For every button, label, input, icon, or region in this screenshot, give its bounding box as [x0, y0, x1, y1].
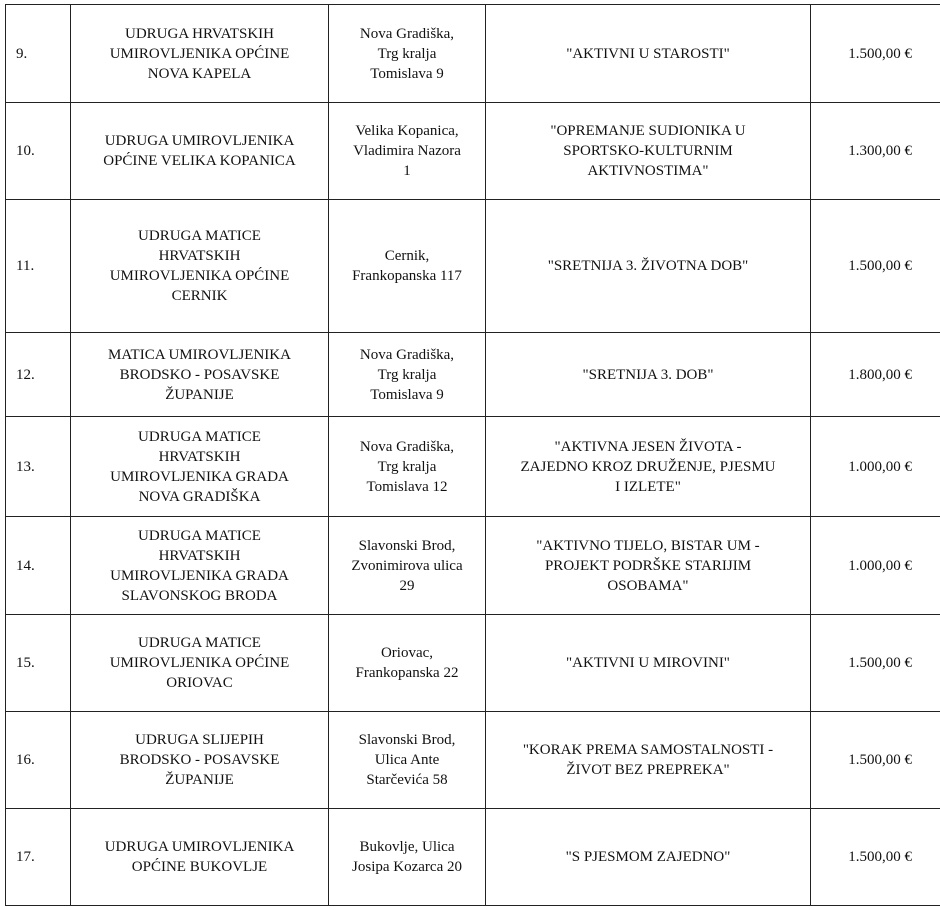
row-number: 11.	[16, 258, 35, 274]
amount-cell	[811, 809, 940, 906]
table-row	[6, 809, 940, 906]
amount: 1.500,00 €	[848, 258, 912, 274]
organization-line: ŽUPANIJE	[165, 386, 234, 403]
address-line: Trg kralja	[377, 458, 437, 475]
address-line: Tomislava 12	[366, 478, 448, 495]
organization-line: SLAVONSKOG BRODA	[121, 587, 278, 604]
address-line: Nova Gradiška,	[359, 438, 455, 455]
organization-line: UDRUGA UMIROVLJENIKA	[104, 839, 295, 855]
amount-cell	[811, 712, 940, 809]
row-number-cell	[6, 615, 71, 712]
address-cell	[329, 517, 486, 615]
table-row	[6, 417, 940, 517]
amount-cell	[811, 200, 940, 333]
row-number: 16.	[16, 752, 35, 768]
amount: 1.500,00 €	[848, 849, 912, 865]
project-line: OSOBAMA"	[607, 577, 689, 594]
project-line: "OPREMANJE SUDIONIKA U	[550, 123, 746, 139]
address-line: 1	[403, 163, 411, 179]
row-number-cell	[6, 417, 71, 517]
project-cell	[486, 200, 811, 333]
row-number: 9.	[16, 45, 28, 62]
project-cell	[486, 517, 811, 615]
project-line: ŽIVOT BEZ PREPREKA"	[566, 762, 730, 778]
organization-line: OPĆINE VELIKA KOPANICA	[103, 153, 296, 169]
organization-cell	[71, 417, 329, 517]
address-cell	[329, 417, 486, 517]
row-number-cell	[6, 5, 71, 103]
address-line: Velika Kopanica,	[355, 123, 459, 139]
address-line: Zvonimirova ulica	[351, 557, 463, 574]
address-line: Slavonski Brod,	[358, 537, 456, 554]
amount-cell	[811, 103, 940, 200]
address-line: 29	[399, 577, 415, 594]
organization-cell	[71, 615, 329, 712]
address-line: Slavonski Brod,	[358, 732, 456, 748]
project-line: AKTIVNOSTIMA"	[587, 163, 709, 179]
row-number-cell	[6, 809, 71, 906]
organization-line: UMIROVLJENIKA OPĆINE	[109, 268, 290, 284]
organization-line: NOVA GRADIŠKA	[138, 488, 261, 505]
organization-cell	[71, 5, 329, 103]
row-number: 13.	[16, 458, 35, 475]
organization-line: BRODSKO - POSAVSKE	[119, 752, 280, 768]
organization-cell	[71, 712, 329, 809]
table-body	[6, 5, 940, 906]
organization-cell	[71, 200, 329, 333]
address-line: Oriovac,	[380, 645, 434, 661]
document-page	[5, 4, 940, 906]
organization-line: HRVATSKIH	[158, 248, 241, 264]
address-line: Tomislava 9	[370, 386, 444, 403]
amount-cell	[811, 517, 940, 615]
address-line: Ulica Ante	[374, 752, 440, 768]
address-line: Nova Gradiška,	[359, 25, 455, 42]
amount: 1.300,00 €	[848, 143, 912, 159]
project-cell	[486, 712, 811, 809]
table-row	[6, 103, 940, 200]
address-line: Bukovlje, Ulica	[359, 839, 455, 855]
project-line: I IZLETE"	[615, 478, 681, 495]
address-line: Frankopanska 117	[352, 268, 462, 284]
project-cell	[486, 5, 811, 103]
amount: 1.800,00 €	[848, 366, 912, 383]
organization-cell	[71, 333, 329, 417]
organization-line: UMIROVLJENIKA GRADA	[110, 567, 289, 584]
address-cell	[329, 5, 486, 103]
organization-cell	[71, 103, 329, 200]
organization-line: UDRUGA MATICE	[138, 228, 261, 244]
project-line: "AKTIVNA JESEN ŽIVOTA -	[554, 438, 742, 455]
table-row	[6, 200, 940, 333]
organization-line: UMIROVLJENIKA OPĆINE	[109, 655, 290, 671]
organization-line: NOVA KAPELA	[147, 65, 252, 82]
project-line: "AKTIVNO TIJELO, BISTAR UM -	[536, 537, 760, 554]
address-cell	[329, 712, 486, 809]
amount-cell	[811, 417, 940, 517]
organization-line: OPĆINE BUKOVLJE	[131, 859, 268, 875]
row-number-cell	[6, 517, 71, 615]
organization-line: UDRUGA SLIJEPIH	[135, 732, 264, 748]
project-line: "S PJESMOM ZAJEDNO"	[565, 849, 731, 865]
organization-line: UDRUGA MATICE	[138, 527, 261, 544]
address-cell	[329, 615, 486, 712]
organization-line: UDRUGA MATICE	[138, 635, 261, 651]
address-cell	[329, 809, 486, 906]
address-cell	[329, 103, 486, 200]
organization-line: BRODSKO - POSAVSKE	[119, 366, 280, 383]
row-number: 12.	[16, 366, 35, 383]
address-cell	[329, 333, 486, 417]
row-number: 17.	[16, 849, 35, 865]
address-cell	[329, 200, 486, 333]
address-line: Josipa Kozarca 20	[352, 859, 462, 875]
row-number-cell	[6, 712, 71, 809]
amount-cell	[811, 5, 940, 103]
address-line: Cernik,	[384, 248, 430, 264]
table-row	[6, 712, 940, 809]
row-number: 10.	[16, 143, 35, 159]
organization-line: HRVATSKIH	[158, 448, 241, 465]
organization-line: MATICA UMIROVLJENIKA	[108, 346, 291, 363]
table-row	[6, 517, 940, 615]
organization-line: CERNIK	[171, 288, 228, 304]
address-line: Vladimira Nazora	[353, 143, 461, 159]
project-line: "AKTIVNI U MIROVINI"	[566, 655, 730, 671]
address-line: Trg kralja	[377, 366, 437, 383]
row-number-cell	[6, 333, 71, 417]
row-number-cell	[6, 103, 71, 200]
amount: 1.500,00 €	[848, 655, 912, 671]
address-line: Nova Gradiška,	[359, 346, 455, 363]
project-cell	[486, 333, 811, 417]
row-number: 14.	[16, 557, 35, 574]
table-row	[6, 5, 940, 103]
project-line: "SRETNIJA 3. DOB"	[582, 366, 714, 383]
row-number-cell	[6, 200, 71, 333]
project-line: PROJEKT PODRŠKE STARIJIM	[544, 557, 752, 574]
project-line: "AKTIVNI U STAROSTI"	[566, 45, 730, 62]
organization-cell	[71, 517, 329, 615]
project-line: "SRETNIJA 3. ŽIVOTNA DOB"	[547, 258, 749, 274]
project-cell	[486, 615, 811, 712]
amount: 1.500,00 €	[848, 45, 912, 62]
address-line: Trg kralja	[377, 45, 437, 62]
organization-line: HRVATSKIH	[158, 547, 241, 564]
amount: 1.000,00 €	[848, 458, 912, 475]
address-line: Starčevića 58	[366, 772, 448, 788]
address-line: Frankopanska 22	[355, 665, 459, 681]
organization-line: UDRUGA UMIROVLJENIKA	[104, 133, 295, 149]
amount: 1.000,00 €	[848, 557, 912, 574]
table-row	[6, 333, 940, 417]
row-number: 15.	[16, 655, 35, 671]
organization-cell	[71, 809, 329, 906]
organization-line: UMIROVLJENIKA OPĆINE	[109, 45, 290, 62]
address-line: Tomislava 9	[370, 65, 444, 82]
organization-line: UMIROVLJENIKA GRADA	[110, 468, 289, 485]
amount-cell	[811, 615, 940, 712]
amount: 1.500,00 €	[848, 752, 912, 768]
project-cell	[486, 417, 811, 517]
project-cell	[486, 809, 811, 906]
project-line: ZAJEDNO KROZ DRUŽENJE, PJESMU	[520, 458, 776, 475]
organization-line: ORIOVAC	[166, 675, 233, 691]
organization-line: UDRUGA HRVATSKIH	[125, 25, 274, 42]
organization-line: UDRUGA MATICE	[138, 428, 261, 445]
project-line: "KORAK PREMA SAMOSTALNOSTI -	[522, 742, 774, 758]
grants-table	[5, 4, 940, 906]
amount-cell	[811, 333, 940, 417]
project-line: SPORTSKO-KULTURNIM	[563, 143, 733, 159]
table-row	[6, 615, 940, 712]
organization-line: ŽUPANIJE	[165, 772, 234, 788]
project-cell	[486, 103, 811, 200]
